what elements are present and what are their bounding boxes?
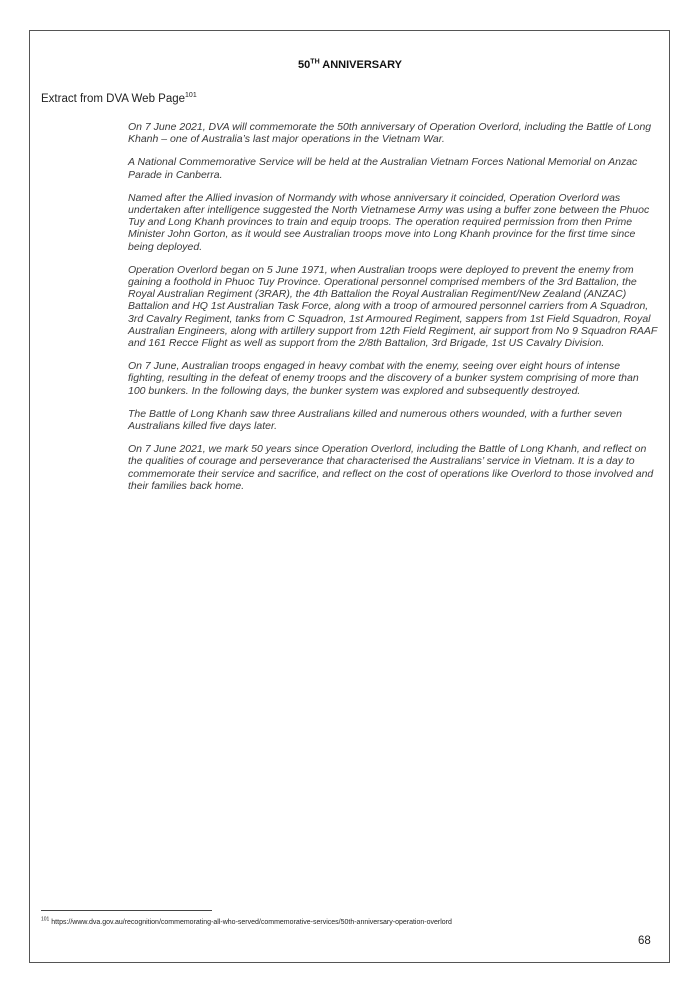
- extract-label: Extract from DVA Web Page: [41, 93, 186, 105]
- footnote-divider: [41, 910, 212, 911]
- article-body: [128, 121, 658, 503]
- paragraph: On 7 June 2021, DVA will commemorate the 50th anniversary of Operation Overlord, including the Battle of Long Khanh – one of Australia’s last major operations in the Vietnam War.: [128, 121, 652, 146]
- paragraph: Operation Overlord began on 5 June 1971, when Australian troops were deployed to prevent the enemy from gaining a foothold in Phuoc Tuy Province. Operational personnel comprised members of the 3rd Battalion, the Royal Australian Regiment (3RAR), the 4th Battalion the Royal Australian Regiment/New Zealand (ANZAC) Battalion and HQ 1st Australian Task Force, along with a troop of armoured personnel carriers from A Squadron, 3rd Cavalry Regiment, tanks from C Squadron, 1st Armoured Regiment, sappers from 1st Field Squadron, Royal Australian Engineers, along with artillery support from 12th Field Regiment, air support from No 9 Squadron RAAF and 161 Recce Flight as well as support from the 2/8th Battalion, 3rd Brigade, 1st US Cavalry Division.: [128, 263, 658, 350]
- paragraph: The Battle of Long Khanh saw three Australians killed and numerous others wounded, with a further seven Australians killed five days later.: [128, 407, 622, 433]
- footnote: [41, 916, 452, 926]
- paragraph: A National Commemorative Service will be held at the Australian Vietnam Forces National Memorial on Anzac Parade in Canberra.: [128, 156, 638, 181]
- page-title: [0, 59, 700, 71]
- paragraph: Named after the Allied invasion of Normandy with whose anniversary it coincided, Operation Overlord was undertaken after intelligence suggested the North Vietnamese Army was using a buffer zone between the Phuoc Tuy and Long Khanh provinces to train and equip troops. The operation required permission from then Prime Minister John Gorton, as it would see Australian troops move into Long Khanh province for the first time since being deployed.: [128, 191, 650, 253]
- title-prefix: 50: [298, 59, 311, 71]
- extract-heading: [41, 93, 197, 105]
- title-superscript: TH: [310, 58, 320, 66]
- footnote-number: 101: [41, 916, 50, 923]
- footnote-reference: 101: [185, 92, 197, 100]
- page-number: 68: [638, 935, 651, 947]
- footnote-url[interactable]: https://www.dva.gov.au/recognition/commemorating-all-who-served/commemorative-services/50th-anniversary-operation-overlord: [49, 919, 452, 926]
- title-suffix: ANNIVERSARY: [319, 59, 402, 71]
- paragraph: On 7 June, Australian troops engaged in heavy combat with the enemy, seeing over eight hours of intense fighting, resulting in the defeat of enemy troops and the discovery of a bunker system comprising of more than 100 bunkers. In the following days, the bunker system was explored and subsequently destroyed.: [128, 360, 639, 397]
- paragraph: On 7 June 2021, we mark 50 years since Operation Overlord, including the Battle of Long Khanh, and reflect on the qualities of courage and perseverance that characterised the Australians’ service in Vietnam. It is a day to commemorate their service and sacrifice, and reflect on the cost of operations like Overlord to those involved and their families back home.: [128, 443, 654, 492]
